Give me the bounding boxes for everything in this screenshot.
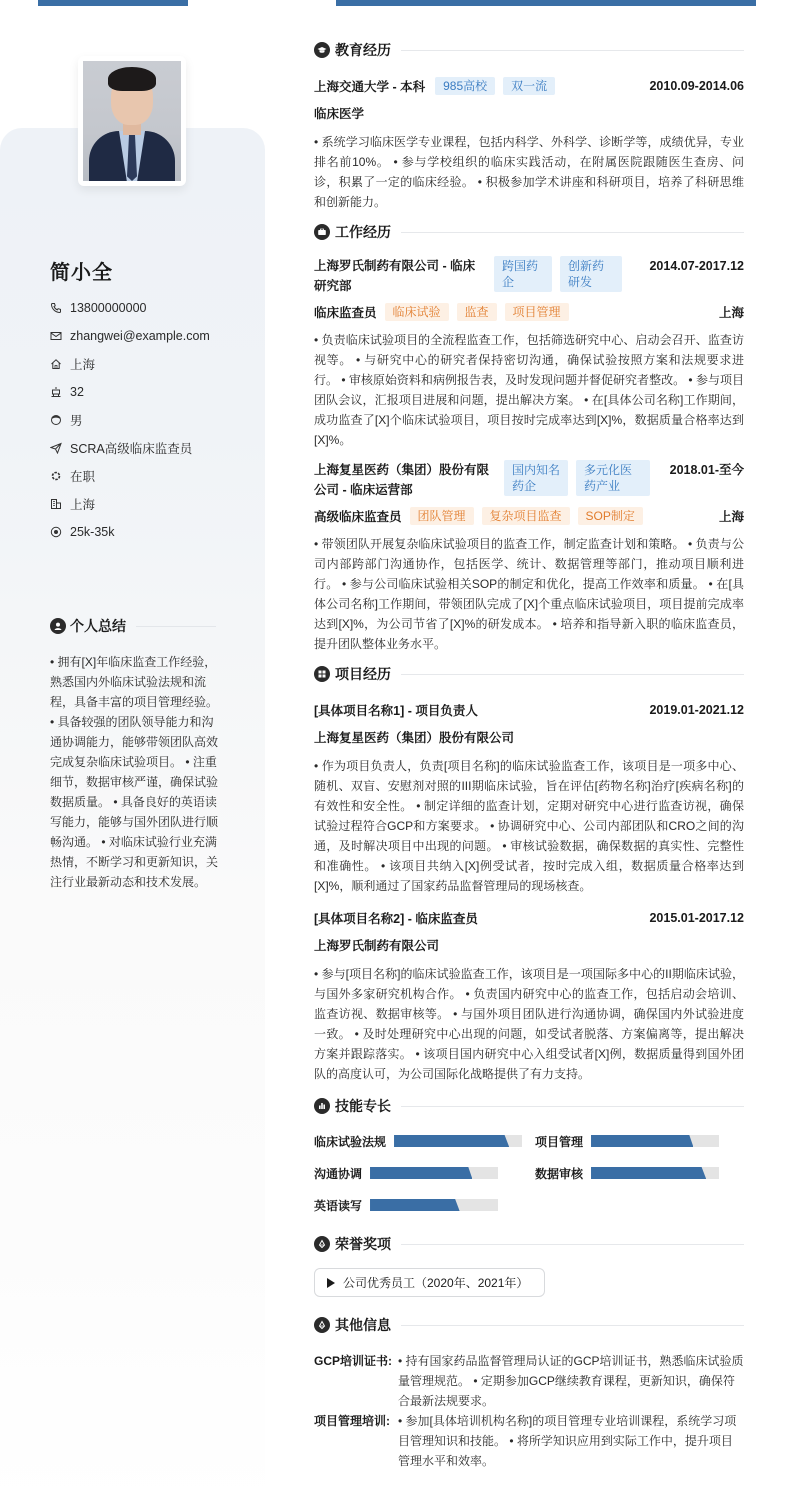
other-list [314,1351,744,1471]
other-label: 项目管理培训: [314,1414,390,1428]
skill-tag: 监查 [457,303,497,321]
job-title-text: SCRA高级临床监查员 [70,442,193,456]
salary-text: 25k-35k [70,525,115,539]
award-item[interactable] [314,1268,545,1297]
education-item [314,76,744,212]
age-text: 32 [70,385,84,399]
skills-grid [314,1132,744,1214]
skill-bar [394,1135,522,1147]
skill-item [314,1132,535,1150]
skill-item [535,1132,744,1150]
info-phone [50,294,210,322]
skill-bar [370,1167,498,1179]
project-name: [具体项目名称2] - 临床监查员 [314,912,478,926]
work-desc: • 带领团队开展复杂临床试验项目的监查工作，制定监查计划和策略。 • 负责与公司内部跨部门沟通协作，包括医学、统计、数据管理等部门，推动项目顺利进行。 • 参与公司临床试验相关SOP的制定和优化，提高工作效率和质量。 • 在[具体公司名称]工作期间，带领团队完成了[X]个重点临床试验项目，项目提前完成率达到[X]%，为公司节省了[X]%的研发成本。 • 培养和指导新入职的临床监查员，提升团队整体业务水平。 [314,537,744,651]
skill-item [535,1164,744,1182]
company-name: 上海罗氏制药有限公司 - 临床研究部 [314,259,476,293]
summary-header [50,616,216,636]
phone-icon [50,302,62,314]
divider [401,232,744,233]
other-item [314,1411,744,1471]
info-city [50,490,210,518]
home-text: 上海 [70,358,96,372]
other-text: • 持有国家药品监督管理局认证的GCP培训证书，熟悉临床试验质量管理规范。 • 定期参加GCP继续教育课程，更新知识，确保符合最新法规要求。 [398,1354,744,1408]
company-tag: 国内知名药企 [504,460,568,496]
awards-list [314,1268,744,1297]
skill-item [314,1164,535,1182]
project-name: [具体项目名称1] - 项目负责人 [314,704,478,718]
avatar [78,56,186,186]
other-text: • 参加[具体培训机构名称]的项目管理专业培训课程，系统学习项目管理知识和技能。 • 将所学知识应用到实际工作中，提升项目管理水平和效率。 [398,1414,737,1468]
main-content [314,40,744,1471]
skill-bar-fill [370,1199,460,1211]
skill-name: 英语读写 [314,1198,363,1213]
skill-tag: 复杂项目监查 [482,507,570,525]
work-location: 上海 [718,306,744,320]
skill-tag: 团队管理 [410,507,474,525]
work-header [314,222,744,242]
skill-bar-fill [394,1135,509,1147]
school-name: 上海交通大学 - 本科 [314,80,426,94]
phone-text: 13800000000 [70,301,147,315]
skill-tag: SOP制定 [578,507,643,525]
home-icon [50,358,62,370]
age-icon [50,386,62,398]
project-date: 2015.01-2017.12 [649,911,744,925]
divider [136,626,216,627]
info-salary [50,518,210,546]
accent-bar-left [38,0,188,6]
project-company: 上海罗氏制药有限公司 [314,939,440,953]
skill-item [314,1196,535,1214]
major: 临床医学 [314,107,365,121]
awards-header [314,1234,744,1254]
gender-icon [50,414,62,426]
skill-bar-fill [591,1167,706,1179]
info-gender [50,406,210,434]
building-icon [50,498,62,510]
awards-title: 荣誉奖项 [335,1236,391,1252]
skill-bar [370,1199,498,1211]
skill-name: 数据审核 [535,1166,584,1181]
divider [401,50,744,51]
info-status [50,462,210,490]
bar-chart-icon [314,1098,330,1114]
send-icon [50,442,62,454]
projects-header [314,664,744,684]
company-tag: 多元化医药产业 [576,460,650,496]
user-icon [50,618,66,634]
info-icon [314,1317,330,1333]
skill-tag: 项目管理 [505,303,569,321]
info-age [50,378,210,406]
education-date: 2010.09-2014.06 [649,79,744,93]
skill-name: 沟通协调 [314,1166,363,1181]
project-date: 2019.01-2021.12 [649,703,744,717]
briefcase-icon [314,224,330,240]
project-desc: • 参与[项目名称]的临床试验监查工作，该项目是一项国际多中心的II期临床试验，与国外多家研究机构合作。 • 负责国内研究中心的监查工作，包括启动会培训、监查访视、数据审核等。 • 与国外项目团队进行沟通协调，确保国内外试验进度一致。 • 及时处理研究中心出现的问题，如受试者脱落、方案偏离等，提出解决方案并跟踪落实。 • 该项目国内研究中心入组受试者[X]例，数据质量得到国外团队的高度认可，为公司国际化战略提供了有力支持。 [314,967,744,1081]
work-date: 2018.01-至今 [669,463,744,477]
education-desc: • 系统学习临床医学专业课程，包括内科学、外科学、诊断学等，成绩优异，专业排名前10%。 • 参与学校组织的临床实践活动，在附属医院跟随医生查房、问诊，积累了一定的临床经验。 • 积极参加学术讲座和科研项目，培养了科研思维和创新能力。 [314,135,744,209]
profile-name: 简小全 [50,262,113,284]
skills-header [314,1096,744,1116]
work-desc: • 负责临床试验项目的全流程监查工作，包括筛选研究中心、启动会召开、监查访视等。 • 与研究中心的研究者保持密切沟通，确保试验按照方案和法规要求进行。 • 审核原始资料和病例报告表，及时发现问题并督促研究者整改。 • 参与项目团队会议，汇报项目进展和问题，提出解决方案。 • 在[具体公司名称]工作期间，成功监查了[X]个临床试验项目，项目按时完成率达到[X]%，数据质量合格率达到[X]%。 [314,333,744,447]
divider [401,674,744,675]
skill-bar-fill [591,1135,693,1147]
graduation-cap-icon [314,42,330,58]
gender-text: 男 [70,414,83,428]
mail-icon [50,330,62,342]
project-desc: • 作为项目负责人，负责[项目名称]的临床试验监查工作，该项目是一项多中心、随机、双盲、安慰剂对照的III期临床试验，旨在评估[药物名称]治疗[疾病名称]的有效性和安全性。 • 制定详细的监查计划，定期对研究中心进行监查访视，确保试验过程符合GCP和方案要求。 • 协调研究中心、公司内部团队和CRO之间的沟通，及时解决项目中出现的问题。 • 审核试验数据，确保数据的真实性、完整性和准确性。 • 该项目共纳入[X]例受试者，按时完成入组，数据质量合格率达到[X]%，顺利通过了国家药品监督管理局的现场核查。 [314,759,744,893]
education-header [314,40,744,60]
other-item [314,1351,744,1411]
info-home [50,350,210,378]
education-title: 教育经历 [335,42,391,58]
work-date: 2014.07-2017.12 [649,259,744,273]
award-text: 公司优秀员工（2020年、2021年） [343,1276,529,1290]
summary-title: 个人总结 [70,618,126,634]
tag: 985高校 [435,77,495,95]
skills-title: 技能专长 [335,1098,391,1114]
other-title: 其他信息 [335,1317,391,1333]
salary-icon [50,526,62,538]
company-tag: 跨国药企 [494,256,552,292]
position: 临床监查员 [314,306,377,320]
skill-bar [591,1135,719,1147]
tag: 双一流 [503,77,555,95]
divider [401,1325,744,1326]
skill-bar-fill [370,1167,472,1179]
other-header [314,1315,744,1335]
expand-triangle-icon [327,1278,335,1288]
other-label: GCP培训证书: [314,1354,393,1368]
accent-bar-right [336,0,756,6]
email-text: zhangwei@example.com [70,329,210,343]
info-title [50,434,210,462]
status-text: 在职 [70,470,96,484]
profile-photo [83,61,181,181]
company-name: 上海复星医药（集团）股份有限公司 - 临床运营部 [314,463,490,497]
status-icon [50,470,62,482]
contact-info-list [50,294,210,546]
divider [401,1106,744,1107]
work-title: 工作经历 [335,224,391,240]
skill-bar [591,1167,719,1179]
award-icon [314,1236,330,1252]
company-tag: 创新药研发 [560,256,622,292]
skill-tag: 临床试验 [385,303,449,321]
summary-text: • 拥有[X]年临床监查工作经验，熟悉国内外临床试验法规和流程，具备丰富的项目管理经验。 • 具备较强的团队领导能力和沟通协调能力，能够带领团队高效完成复杂临床试验项目。 • 注重细节，数据审核严谨，确保试验数据质量。 • 具备良好的英语读写能力，能够与国外团队进行顺畅沟通。 • 对临床试验行业充满热情，不断学习和更新知识，关注行业最新动态和技术发展。 [50,655,219,889]
work-item [314,256,744,450]
grid-icon [314,666,330,682]
skill-name: 临床试验法规 [314,1134,387,1149]
info-email [50,322,210,350]
project-company: 上海复星医药（集团）股份有限公司 [314,731,515,745]
skill-name: 项目管理 [535,1134,584,1149]
position: 高级临床监查员 [314,510,402,524]
city-text: 上海 [70,498,96,512]
work-location: 上海 [718,510,744,524]
project-item [314,908,744,1084]
work-item [314,460,744,654]
divider [401,1244,744,1245]
projects-title: 项目经历 [335,666,391,682]
project-item [314,700,744,896]
